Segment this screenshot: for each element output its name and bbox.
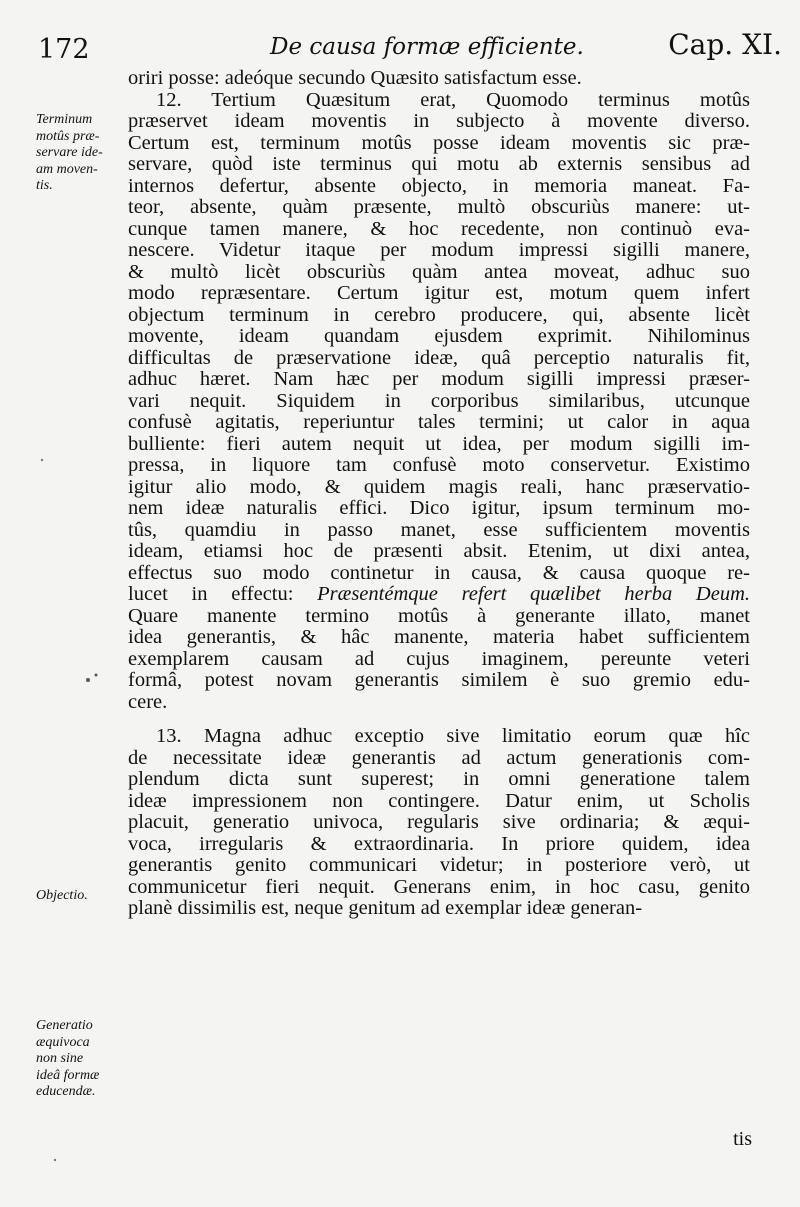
page-number: 172 — [38, 34, 90, 65]
margin-note-line: Generatio — [36, 1018, 93, 1033]
text-line: cunque tamen manere, & hoc recedente, non continuò eva- — [128, 217, 750, 240]
text-line: confusè agitatis, reperiuntur tales termini; ut calor in aqua — [128, 411, 750, 433]
verse-quotation: Præsentémque refert quælibet herba Deum. — [317, 583, 751, 605]
text-line: tûs, quamdiu in passo manet, esse sufficientem moventis — [128, 518, 750, 541]
text-line: bulliente: fieri autem nequit ut idea, per modum sigilli im- — [128, 432, 750, 455]
text-line: oriri posse: adeóque secundo Quæsito satisfactum esse. — [128, 67, 582, 89]
margin-note-line: Objectio. — [36, 888, 88, 903]
text-line: generantis genito communicari videtur; in posteriore verò, ut — [128, 854, 750, 876]
text-line: & multò licèt obscuriùs quàm antea moveat, adhuc suo — [128, 260, 750, 283]
text-line: vari nequit. Siquidem in corporibus similaribus, utcunque — [128, 389, 750, 412]
text-line: adhuc hæret. Nam hæc per modum sigilli impressi præser- — [128, 368, 750, 390]
text-line: movente, ideam quandam ejusdem exprimit. Nihilominus — [128, 325, 750, 347]
text-line: lucet in effectu: Præsentémque refert quælibet herba Deum. — [128, 583, 751, 605]
body-text — [128, 68, 750, 920]
text-line: servare, quòd iste terminus qui motu ab externis sensibus ad — [128, 153, 750, 175]
chapter-label: Cap. XI. — [668, 28, 782, 61]
margin-note-line: am moven- — [36, 161, 98, 177]
margin-note-line: educendæ. — [36, 1084, 96, 1099]
text-line: pressa, in liquore tam confusè moto conservetur. Existimo — [128, 454, 750, 476]
margin-note-line: ideâ formæ — [36, 1067, 100, 1083]
text-line: exemplarem causam ad cujus imaginem, pereunte veteri — [128, 647, 750, 670]
text-line: internos defertur, absente objecto, in memoria maneat. Fa- — [128, 174, 750, 197]
ink-speck — [86, 678, 90, 682]
margin-note-line: non sine — [36, 1051, 84, 1066]
margin-note-line: æquivoca — [36, 1034, 90, 1050]
text-line: 13. Magna adhuc exceptio sive limitatio eorum quæ hîc — [156, 725, 750, 747]
ink-speck — [54, 1159, 56, 1161]
text-line: nescere. Videtur itaque per modum impressi sigilli manere, — [128, 239, 750, 261]
page-header — [38, 28, 782, 68]
text-line: teor, absente, quàm præsente, multò obscuriùs manere: ut- — [128, 196, 750, 218]
text-line: planè dissimilis est, neque genitum ad exemplar ideæ generan- — [128, 897, 643, 919]
text-line: idea generantis, & hâc manente, materia habet sufficientem — [128, 626, 750, 648]
text-line: effectus suo modo continetur in causa, & causa quoque re- — [128, 561, 750, 584]
text-line: Quare manente termino motûs à generante illato, manet — [128, 604, 750, 627]
text-line: voca, irregularis & extraordinaria. In priore quidem, idea — [128, 832, 750, 855]
text-line: præservet ideam moventis in subjecto à movente diverso. — [128, 110, 750, 132]
margin-note-line: motûs præ- — [36, 128, 100, 144]
text-line: igitur alio modo, & quidem magis reali, hanc præservatio- — [128, 475, 750, 498]
margin-note-line: tis. — [36, 178, 53, 193]
text-line: de necessitate ideæ generantis ad actum generationis com- — [128, 746, 750, 769]
text-line: ideam, etiamsi hoc de præsenti absit. Etenim, ut dixi antea, — [128, 540, 750, 562]
ink-speck — [41, 459, 43, 461]
text-line: Certum est, terminum motûs posse ideam moventis sic præ- — [128, 131, 750, 154]
text-line: formâ, potest novam generantis similem è suo gremio edu- — [128, 669, 750, 691]
margin-note-line: Terminum — [36, 112, 93, 127]
ink-speck — [95, 674, 98, 677]
text-line: placuit, generatio univoca, regularis sive ordinaria; & æqui- — [128, 811, 750, 833]
running-title: De causa formæ efficiente. — [270, 34, 584, 60]
text-line: modo repræsentare. Certum igitur est, motum quem infert — [128, 282, 750, 304]
margin-note-line: servare ide- — [36, 145, 103, 160]
text-line: ideæ impressionem non contingere. Datur enim, ut Scholis — [128, 789, 750, 812]
text-line: nem ideæ naturalis effici. Dico igitur, ipsum terminum mo- — [128, 497, 750, 519]
margin-note-terminum — [36, 112, 126, 195]
text-line: cere. — [128, 690, 168, 713]
margin-note-generatio — [36, 1018, 126, 1101]
margin-note-objectio — [36, 888, 126, 905]
text-line: 12. Tertium Quæsitum erat, Quomodo terminus motûs — [156, 88, 750, 111]
text-line: communicetur fieri nequit. Generans enim, in hoc casu, genito — [128, 875, 750, 898]
text-line: difficultas de præservatione ideæ, quâ perceptio naturalis fit, — [128, 346, 750, 369]
text-line: plendum dicta sunt superest; in omni generatione talem — [128, 768, 750, 790]
catchword: tis — [733, 1128, 752, 1150]
text-line: objectum terminum in cerebro producere, qui, absente licèt — [128, 303, 750, 326]
